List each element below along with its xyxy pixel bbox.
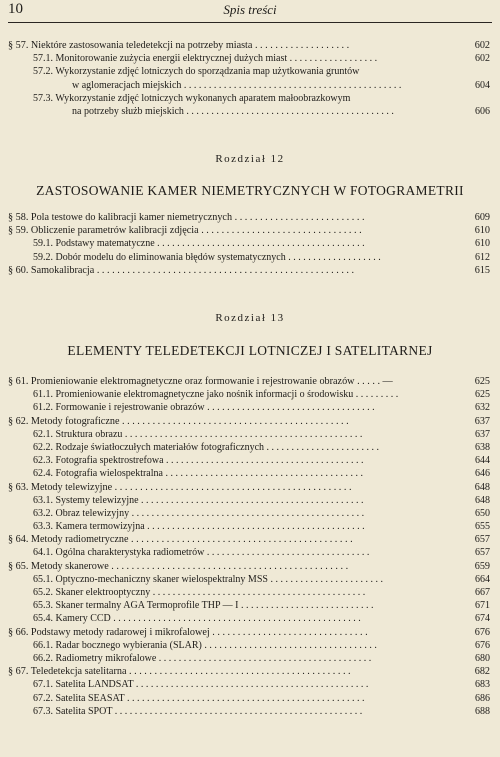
toc-entry xyxy=(0,612,500,625)
toc-entry-page: 615 xyxy=(474,264,490,276)
toc-entry xyxy=(0,251,500,264)
toc-entry-title: § 62. Metody fotograficzne . . . . . . . . . . . . . . . . . . . . . . . . . . . . . . . . . . . . . . . . . . . . . xyxy=(8,415,349,427)
toc-entry-page: 676 xyxy=(475,639,490,651)
toc-entry-page: 602 xyxy=(475,53,490,65)
toc-entry xyxy=(0,467,500,480)
toc-entry xyxy=(0,692,500,705)
toc-entry-title: 57.1. Monitorowanie zużycia energii elektrycznej dużych miast . . . . . . . . . . . . . . . . . . xyxy=(33,53,378,65)
toc-entry xyxy=(0,428,500,441)
toc-entry-page: 676 xyxy=(474,626,490,638)
toc-entry-title: 67.2. Satelita SEASAT . . . . . . . . . . . . . . . . . . . . . . . . . . . . . . . . . . . . . . . . . . . . . . . . xyxy=(33,692,365,704)
toc-block-chapter12 xyxy=(0,211,500,277)
toc-entry-title: 61.1. Promieniowanie elektromagnetyczne jako nośnik informacji o środowisku . . . . . . . . . xyxy=(33,389,399,401)
toc-entry-page: 612 xyxy=(475,251,490,263)
toc-entry-page: 602 xyxy=(474,40,490,51)
toc-entry-page: 637 xyxy=(474,415,490,427)
toc-entry-title: 63.1. Systemy telewizyjne . . . . . . . . . . . . . . . . . . . . . . . . . . . . . . . . . . . . . . . . . . . . . xyxy=(33,494,364,506)
toc-entry-title: § 61. Promieniowanie elektromagnetyczne oraz formowanie i rejestrowanie obrazów . . . . . — xyxy=(8,376,393,387)
toc-entry-title: § 64. Metody radiometryczne . . . . . . . . . . . . . . . . . . . . . . . . . . . . . . . . . . . . . . . . . . . . xyxy=(8,534,353,546)
toc-entry-page: 683 xyxy=(475,679,490,691)
toc-entry-title: 65.4. Kamery CCD . . . . . . . . . . . . . . . . . . . . . . . . . . . . . . . . . . . . . . . . . . . . . . . . . . xyxy=(33,613,361,625)
toc-entry-page: 650 xyxy=(475,507,490,519)
toc-entry xyxy=(0,92,500,105)
toc-entry xyxy=(0,375,500,388)
toc-entry xyxy=(0,401,500,414)
toc-entry-page: 657 xyxy=(475,547,490,559)
toc-entry-title: 67.1. Satelita LANDSAT . . . . . . . . . . . . . . . . . . . . . . . . . . . . . . . . . . . . . . . . . . . . . . . xyxy=(33,679,369,691)
toc-entry-page: 682 xyxy=(474,666,490,678)
running-header xyxy=(8,1,492,21)
toc-entry-title: na potrzeby służb miejskich . . . . . . . . . . . . . . . . . . . . . . . . . . . . . . . . . . . . . . . . . . xyxy=(72,105,394,117)
toc-entry xyxy=(0,415,500,428)
toc-entry xyxy=(0,665,500,678)
toc-entry xyxy=(0,705,500,718)
toc-entry-title: 65.2. Skaner elektrooptyczny . . . . . . . . . . . . . . . . . . . . . . . . . . . . . . . . . . . . . . . . . . . xyxy=(33,587,366,598)
toc-block-chapter11-tail xyxy=(0,39,500,118)
toc-entry-title: 66.1. Radar bocznego wybierania (SLAR) . . . . . . . . . . . . . . . . . . . . . . . . . . . . . . . . . . . xyxy=(33,639,377,651)
toc-entry-title: 62.3. Fotografia spektrostrefowa . . . . . . . . . . . . . . . . . . . . . . . . . . . . . . . . . . . . . . . . xyxy=(33,455,364,467)
toc-entry-page: 671 xyxy=(475,600,490,612)
toc-entry xyxy=(0,237,500,250)
toc-entry-page: 625 xyxy=(474,376,490,387)
toc-entry xyxy=(0,39,500,52)
header-rule xyxy=(8,22,492,23)
toc-entry-page: 610 xyxy=(475,238,490,250)
toc-entry-title: 63.2. Obraz telewizyjny . . . . . . . . . . . . . . . . . . . . . . . . . . . . . . . . . . . . . . . . . . . . . . . xyxy=(33,507,365,519)
toc-entry-page: 638 xyxy=(475,441,490,453)
toc-entry-page: 609 xyxy=(474,212,490,223)
toc-entry-title: § 60. Samokalibracja . . . . . . . . . . . . . . . . . . . . . . . . . . . . . . . . . . . . . . . . . . . . . . . . . . . xyxy=(8,264,355,276)
toc-entry-title: 66.2. Radiometry mikrofalowe . . . . . . . . . . . . . . . . . . . . . . . . . . . . . . . . . . . . . . . . . . . xyxy=(33,652,372,664)
toc-entry-title: 65.3. Skaner termalny AGA Termoprofile THP — I . . . . . . . . . . . . . . . . . . . . . . . . . . . xyxy=(33,600,374,612)
toc-entry-title: § 65. Metody skanerowe . . . . . . . . . . . . . . . . . . . . . . . . . . . . . . . . . . . . . . . . . . . . . . . xyxy=(8,560,349,572)
toc-entry xyxy=(0,507,500,520)
toc-entry xyxy=(0,560,500,573)
toc-entry-title: 57.2. Wykorzystanie zdjęć lotniczych do sporządzania map użytkowania gruntów xyxy=(33,66,360,78)
toc-entry-page: 667 xyxy=(475,587,490,598)
chapter-13-title: ELEMENTY TELEDETEKCJI LOTNICZEJ I SATELITARNEJ xyxy=(67,343,433,358)
toc-entry xyxy=(0,533,500,546)
toc-entry-page: 604 xyxy=(475,79,490,91)
toc-entry-page: 674 xyxy=(475,613,490,625)
toc-entry xyxy=(0,105,500,118)
toc-entry-title: § 66. Podstawy metody radarowej i mikrofalowej . . . . . . . . . . . . . . . . . . . . . . . . . . . . . . . xyxy=(8,626,368,638)
toc-entry-title: § 58. Pola testowe do kalibracji kamer niemetrycznych . . . . . . . . . . . . . . . . . . . . . . . . . . xyxy=(8,212,365,223)
toc-entry xyxy=(0,52,500,65)
toc-entry xyxy=(0,211,500,224)
page-number: 10 xyxy=(8,1,23,17)
toc-entry-page: 625 xyxy=(475,389,490,401)
toc-entry-title: 59.2. Dobór modelu do eliminowania błędów systematycznych . . . . . . . . . . . . . . . . . . . xyxy=(33,251,381,263)
toc-entry-title: 65.1. Optyczno-mechaniczny skaner wielospektralny MSS . . . . . . . . . . . . . . . . . . . . . . . xyxy=(33,573,383,585)
toc-entry xyxy=(0,481,500,494)
toc-entry xyxy=(0,652,500,665)
toc-entry-title: 59.1. Podstawy matematyczne . . . . . . . . . . . . . . . . . . . . . . . . . . . . . . . . . . . . . . . . . . xyxy=(33,238,365,250)
running-title: Spis treści xyxy=(223,2,277,17)
toc-entry xyxy=(0,441,500,454)
toc-entry-page: 659 xyxy=(474,560,490,572)
toc-entry-page: 664 xyxy=(475,573,490,585)
toc-entry xyxy=(0,494,500,507)
toc-entry-page: 610 xyxy=(474,225,490,237)
toc-entry xyxy=(0,599,500,612)
toc-entry-page: 686 xyxy=(475,692,490,704)
toc-entry-title: § 63. Metody telewizyjne . . . . . . . . . . . . . . . . . . . . . . . . . . . . . . . . . . . . . . . . . . . . . . . xyxy=(8,481,352,493)
toc-entry-page: 606 xyxy=(475,105,490,117)
toc-entry-page: 648 xyxy=(474,481,490,493)
toc-entry-page: 646 xyxy=(475,468,490,480)
toc-entry xyxy=(0,388,500,401)
toc-entry xyxy=(0,639,500,652)
toc-entry xyxy=(0,626,500,639)
toc-entry xyxy=(0,264,500,277)
chapter-12-label: Rozdział 12 xyxy=(215,153,285,165)
chapter-13-label: Rozdział 13 xyxy=(215,312,285,324)
toc-entry-title: w aglomeracjach miejskich . . . . . . . . . . . . . . . . . . . . . . . . . . . . . . . . . . . . . . . . . . . . xyxy=(72,79,402,91)
toc-entry-title: 62.2. Rodzaje światłoczułych materiałów fotograficznych . . . . . . . . . . . . . . . . . . . . . . . xyxy=(33,441,380,453)
toc-entry-title: 67.3. Satelita SPOT . . . . . . . . . . . . . . . . . . . . . . . . . . . . . . . . . . . . . . . . . . . . . . . . . . xyxy=(33,705,363,717)
toc-entry-title: 61.2. Formowanie i rejestrowanie obrazów . . . . . . . . . . . . . . . . . . . . . . . . . . . . . . . . . . xyxy=(33,402,375,414)
toc-entry xyxy=(0,79,500,92)
toc-entry-title: 62.4. Fotografia wielospektralna . . . . . . . . . . . . . . . . . . . . . . . . . . . . . . . . . . . . . . . . xyxy=(33,468,363,480)
toc-entry-page: 657 xyxy=(474,534,490,546)
toc-entry xyxy=(0,65,500,78)
toc-entry-page: 637 xyxy=(475,428,490,440)
toc-entry-title: 62.1. Struktura obrazu . . . . . . . . . . . . . . . . . . . . . . . . . . . . . . . . . . . . . . . . . . . . . . . . xyxy=(33,428,363,440)
toc-entry xyxy=(0,520,500,533)
chapter-12-title: ZASTOSOWANIE KAMER NIEMETRYCZNYCH W FOTOGRAMETRII xyxy=(36,183,464,198)
toc-entry-title: § 57. Niektóre zastosowania teledetekcji na potrzeby miasta . . . . . . . . . . . . . . . . . . . xyxy=(8,40,350,51)
toc-entry-page: 655 xyxy=(475,521,490,533)
toc-entry-page: 688 xyxy=(475,705,490,717)
toc-entry xyxy=(0,546,500,559)
toc-entry xyxy=(0,678,500,691)
toc-entry xyxy=(0,224,500,237)
toc-entry xyxy=(0,573,500,586)
toc-entry-page: 648 xyxy=(475,494,490,506)
toc-entry-page: 632 xyxy=(475,402,490,414)
toc-entry-title: § 67. Teledetekcja satelitarna . . . . . . . . . . . . . . . . . . . . . . . . . . . . . . . . . . . . . . . . . . . . xyxy=(8,666,351,678)
toc-entry-title: 57.3. Wykorzystanie zdjęć lotniczych wykonanych aparatem małoobrazkowym xyxy=(33,92,351,104)
toc-entry xyxy=(0,586,500,599)
toc-entry-title: 63.3. Kamera termowizyjna . . . . . . . . . . . . . . . . . . . . . . . . . . . . . . . . . . . . . . . . . . . . xyxy=(33,521,365,533)
toc-entry-title: § 59. Obliczenie parametrów kalibracji zdjęcia . . . . . . . . . . . . . . . . . . . . . . . . . . . . . . . . xyxy=(8,225,362,237)
toc-block-chapter13 xyxy=(0,375,500,718)
toc-entry-title: 64.1. Ogólna charakterystyka radiometrów . . . . . . . . . . . . . . . . . . . . . . . . . . . . . . . . . xyxy=(33,547,370,559)
toc-entry-page: 680 xyxy=(475,652,490,664)
toc-entry-page: 644 xyxy=(475,455,490,467)
toc-entry xyxy=(0,454,500,467)
